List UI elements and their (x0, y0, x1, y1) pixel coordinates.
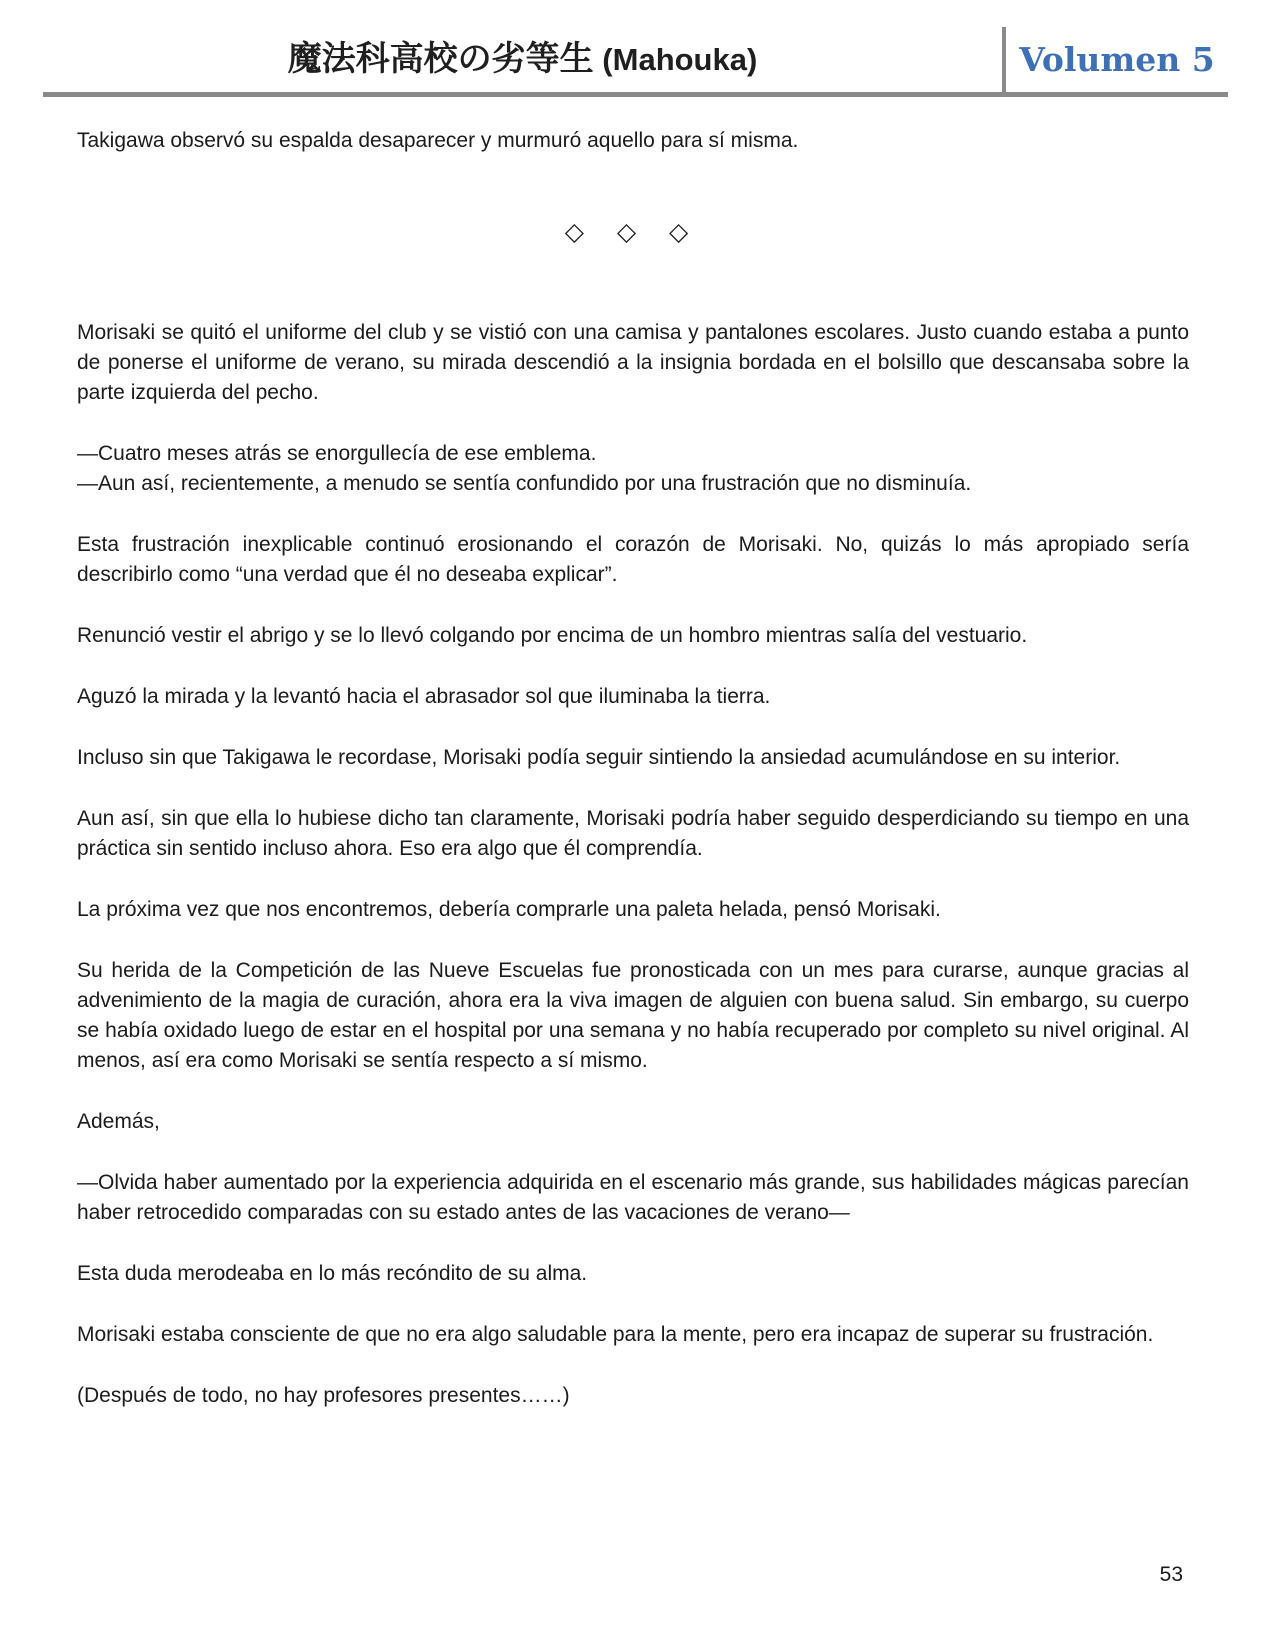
page-header (43, 0, 1228, 92)
document-title (43, 31, 1002, 92)
body-paragraph: (Después de todo, no hay profesores presentes……) (77, 1384, 570, 1407)
body-paragraph: Además, (77, 1110, 160, 1133)
page-body (0, 97, 1275, 1411)
body-paragraph: —Olvida haber aumentado por la experiencia adquirida en el escenario más grande, sus habilidades mágicas parecían haber retrocedido comparadas con su estado antes de las vacaciones de verano— (77, 1171, 1189, 1224)
header-volume-cell (1006, 27, 1228, 92)
body-paragraph: La próxima vez que nos encontremos, debería comprarle una paleta helada, pensó Morisaki. (77, 898, 941, 921)
document-title-romanized: (Mahouka) (593, 42, 758, 77)
scene-separator: ◇ ◇ ◇ (564, 218, 702, 246)
body-paragraph: Takigawa observó su espalda desaparecer y murmuró aquello para sí misma. (77, 129, 799, 152)
body-paragraph: —Cuatro meses atrás se enorgullecía de ese emblema. (77, 442, 597, 465)
body-paragraph: —Aun así, recientemente, a menudo se sentía confundido por una frustración que no disminuía. (77, 472, 972, 495)
body-paragraph: Morisaki se quitó el uniforme del club y se vistió con una camisa y pantalones escolares. Justo cuando estaba a punto de ponerse el uniforme de verano, su mirada descendió a la insignia bordada en el bolsillo que descansaba sobre la parte izquierda del pecho. (77, 321, 1189, 404)
body-paragraph: Incluso sin que Takigawa le recordase, Morisaki podía seguir sintiendo la ansiedad acumulándose en su interior. (77, 746, 1121, 769)
body-paragraph: Esta frustración inexplicable continuó erosionando el corazón de Morisaki. No, quizás lo más apropiado sería describirlo como “una verdad que él no deseaba explicar”. (77, 533, 1189, 586)
page-number: 53 (1159, 1563, 1183, 1586)
body-paragraph: Esta duda merodeaba en lo más recóndito de su alma. (77, 1262, 588, 1285)
body-paragraph: Aun así, sin que ella lo hubiese dicho tan claramente, Morisaki podría haber seguido desperdiciando su tiempo en una práctica sin sentido incluso ahora. Eso era algo que él comprendía. (77, 807, 1189, 860)
body-paragraph: Morisaki estaba consciente de que no era algo saludable para la mente, pero era incapaz de superar su frustración. (77, 1323, 1154, 1346)
body-paragraph: Su herida de la Competición de las Nueve Escuelas fue pronosticada con un mes para curarse, aunque gracias al advenimiento de la magia de curación, ahora era la viva imagen de alguien con buena salud. Sin embargo, su cuerpo se había oxidado luego de estar en el hospital por una semana y no había recuperado por completo su nivel original. Al menos, así era como Morisaki se sentía respecto a sí mismo. (77, 959, 1189, 1072)
body-paragraph: Renunció vestir el abrigo y se lo llevó colgando por encima de un hombro mientras salía del vestuario. (77, 624, 1028, 647)
body-paragraph: Aguzó la mirada y la levantó hacia el abrasador sol que iluminaba la tierra. (77, 685, 771, 708)
volume-label: Volumen 5 (1019, 40, 1215, 79)
document-title-japanese: 魔法科高校の劣等生 (287, 39, 594, 79)
